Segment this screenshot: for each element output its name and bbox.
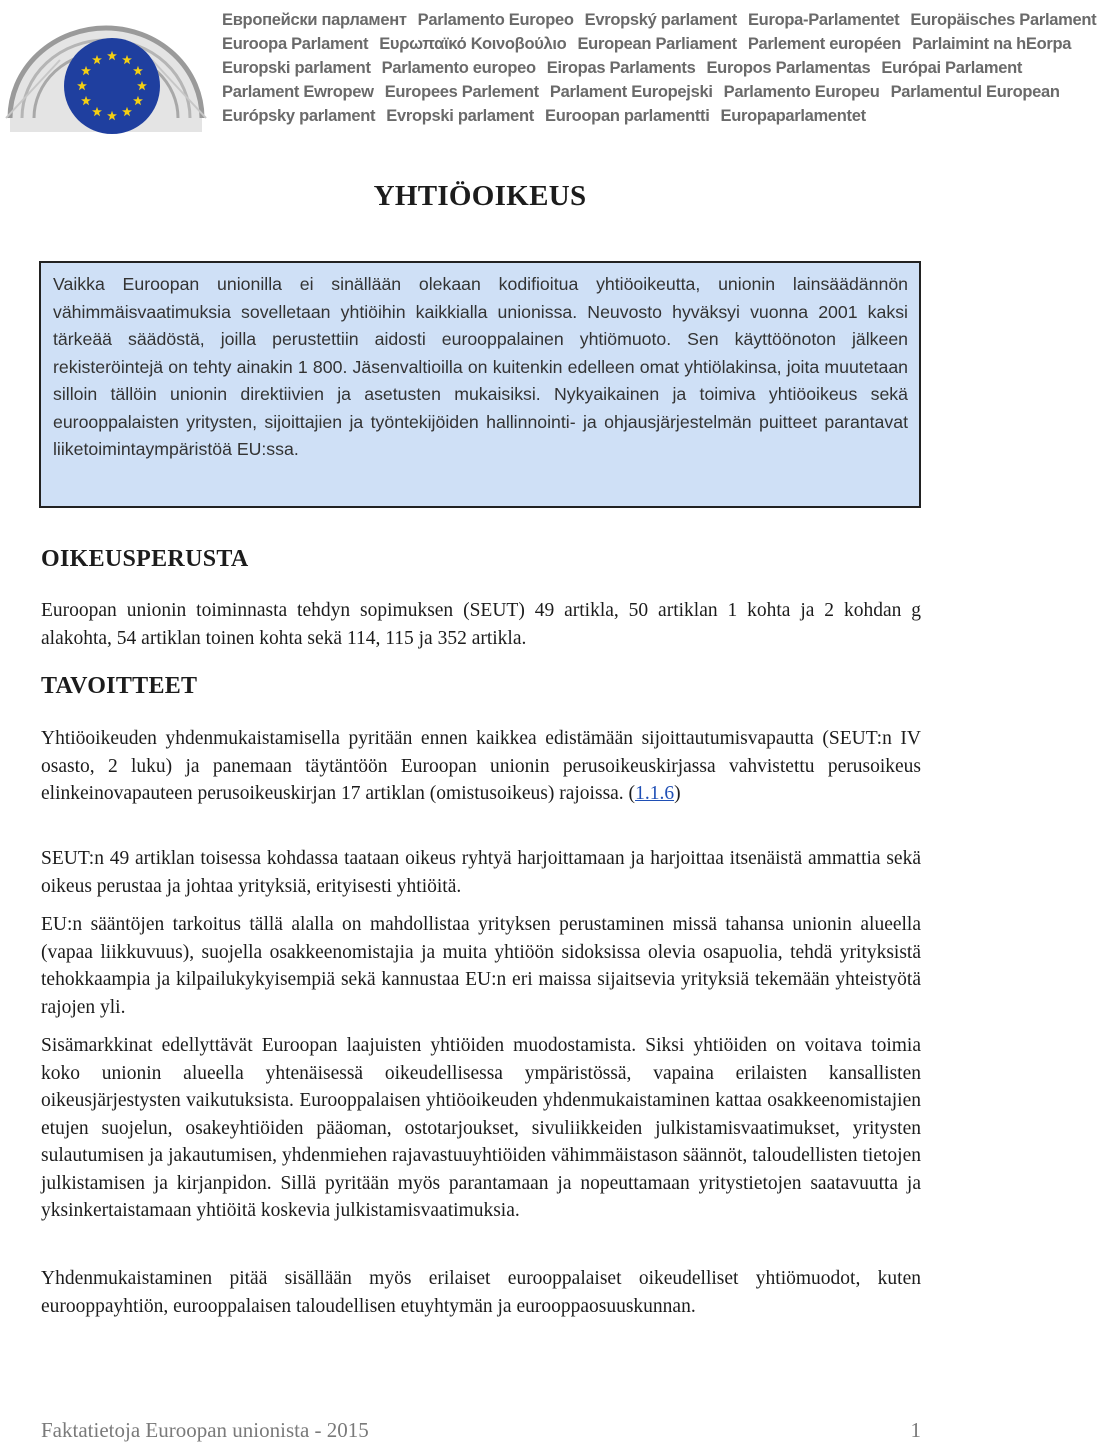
parliament-name: Parlament Europejski	[549, 83, 713, 101]
parliament-name: Europa-Parlamentet	[747, 11, 900, 29]
parliament-name: Evropski parlament	[386, 107, 534, 125]
european-parliament-logo	[0, 0, 212, 132]
objectives-paragraph-5: Yhdenmukaistaminen pitää sisällään myös erilaiset eurooppalaiset oikeudelliset yhtiömuodot, kuten eurooppayhtiön, eurooppalaisen taloudellisen etuyhtymän ja eurooppaosuuskunnan.	[41, 1268, 921, 1317]
parliament-name: Europees Parlement	[384, 83, 539, 101]
language-names-row	[222, 104, 952, 128]
parliament-name: Ευρωπαϊκό Κοινοβούλιο	[379, 35, 567, 53]
objectives-paragraph-4: Sisämarkkinat edellyttävät Euroopan laajuisten yhtiöiden muodostamista. Siksi yhtiöiden on voitava toimia koko unionin alueella yhtenäisessä oikeudellisessa ympäristössä, vapaina erilaisten kansallisten oikeusjärjestysten vaikutuksista. Eurooppalaisen yhtiöoikeuden yhdenmukaistaminen kattaa osakkeenomistajien etujen suojelun, osakeyhtiöiden pääoman, ostotarjoukset, sivuliikkeiden julkistamisvaatimukset, yritysten sulautumisen ja jakautumisen, yhdenmiehen rajavastuuyhtiöiden vähimmäistason säännöt, taloudellisten tietojen julkistamisen ja kirjanpidon. Sillä pyritään myös parantamaan ja nopeuttamaan yritystietojen saatavuutta ja yksinkertaistamaan yhtiöitä koskevia julkistamisvaatimuksia.	[41, 1035, 921, 1221]
parliament-name: Европейски парламент	[222, 11, 407, 29]
parliament-name: European Parliament	[577, 35, 737, 53]
parliament-name: Europos Parlamentas	[706, 59, 871, 77]
legal-basis-text: Euroopan unionin toiminnasta tehdyn sopimuksen (SEUT) 49 artikla, 50 artiklan 1 kohta ja 2 kohdan g alakohta, 54 artiklan toinen kohta sekä 114, 115 ja 352 artikla.	[41, 600, 921, 649]
parliament-name: Europaparlamentet	[720, 107, 866, 125]
parliament-name: Európai Parlament	[881, 59, 1023, 77]
section-heading-objectives: TAVOITTEET	[41, 673, 198, 699]
parliament-name: Parlamentul European	[890, 83, 1060, 101]
parliament-name: Evropský parlament	[584, 11, 737, 29]
section-heading-legal-basis: OIKEUSPERUSTA	[41, 546, 249, 572]
parliament-name: Parlamento Europeo	[417, 11, 574, 29]
parliament-name: Európsky parlament	[222, 107, 376, 125]
parliament-name: Euroopan parlamentti	[545, 107, 710, 125]
language-names-row	[222, 8, 1097, 32]
parliament-name: Europäisches Parlament	[910, 11, 1097, 29]
reference-link[interactable]: 1.1.6	[635, 783, 675, 804]
language-names-row	[222, 80, 1060, 104]
objectives-paragraph-1	[41, 725, 921, 808]
language-names-row	[222, 56, 1023, 80]
parliament-name: Eiropas Parlaments	[546, 59, 696, 77]
objectives-paragraph-3: EU:n sääntöjen tarkoitus tällä alalla on mahdollistaa yrityksen perustaminen missä tahansa unionin alueella (vapaa liikkuvuus), suojella osakkeenomistajia ja muita yhtiöön sidoksissa olevia osapuolia, tehdä yrityksistä tehokkaampia ja kilpailukykyisempiä sekä kannustaa EU:n eri maissa sijaitsevia yrityksiä tekemään yhteistyötä rajojen yli.	[41, 914, 921, 1018]
summary-box: Vaikka Euroopan unionilla ei sinällään olekaan kodifioitua yhtiöoikeutta, unionin lainsäädännön vähimmäisvaatimuksia sovelletaan yhtiöihin kaikkialla unionissa. Neuvosto hyväksyi vuonna 2001 kaksi tärkeää säädöstä, joilla perustettiin aidosti eurooppalainen yhtiömuoto. Sen käyttöönoton jälkeen rekisteröintejä on tehty ainakin 1 800. Jäsenvaltioilla on kuitenkin edelleen omat yhtiölakinsa, joita muutetaan silloin tällöin unionin direktiivien ja asetusten mukaisiksi. Nykyaikainen ja toimiva yhtiöoikeus sekä eurooppalaisten yritysten, sijoittajien ja työntekijöiden hallinnointi- ja ohjausjärjestelmän puitteet parantavat liiketoimintaympäristöä EU:ssa.	[39, 261, 921, 508]
objectives-paragraph-1-end: )	[674, 783, 681, 804]
parliament-language-names	[222, 8, 1097, 128]
page-title: YHTIÖOIKEUS	[373, 180, 587, 212]
page-footer	[41, 1418, 921, 1443]
objectives-paragraph-1-text: Yhtiöoikeuden yhdenmukaistamisella pyritään ennen kaikkea edistämään sijoittautumisvapautta (SEUT:n IV osasto, 2 luku) ja panemaan täytäntöön Euroopan unionin perusoikeuskirjassa vahvistettu perusoikeus elinkeinovapauteen perusoikeuskirjan 17 artiklan (omistusoikeus) rajoissa. (	[41, 728, 921, 804]
parliament-name: Parlament Ewropew	[222, 83, 374, 101]
language-names-row	[222, 32, 1072, 56]
page-header	[0, 0, 1097, 132]
parliament-name: Parlamento Europeu	[723, 83, 880, 101]
page-number: 1	[910, 1418, 921, 1442]
footer-text: Faktatietoja Euroopan unionista - 2015	[41, 1418, 369, 1442]
parliament-name: Parlamento europeo	[381, 59, 536, 77]
objectives-paragraph-2: SEUT:n 49 artiklan toisessa kohdassa taataan oikeus ryhtyä harjoittamaan ja harjoittaa itsenäistä ammattia sekä oikeus perustaa ja johtaa yrityksiä, erityisesti yhtiöitä.	[41, 848, 921, 897]
parliament-name: Euroopa Parlament	[222, 35, 369, 53]
parliament-name: Parlement européen	[747, 35, 902, 53]
parliament-name: Parlaimint na hEorpa	[912, 35, 1072, 53]
parliament-name: Europski parlament	[222, 59, 371, 77]
